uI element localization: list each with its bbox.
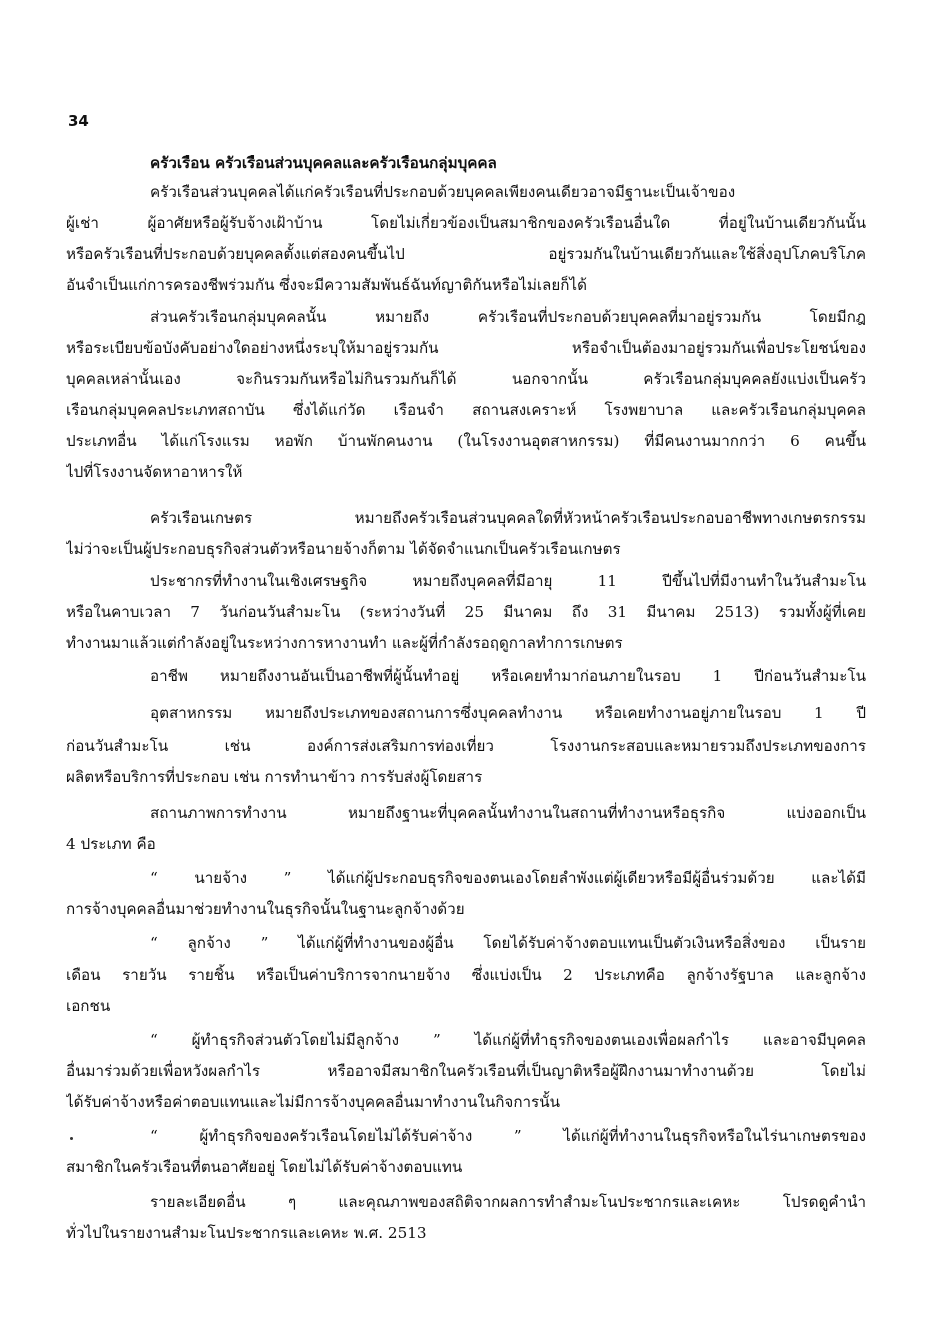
text-line: ไปที่โรงงานจัดหาอาหารให้ bbox=[66, 463, 243, 481]
page-number: 34 bbox=[68, 112, 89, 130]
text-line: สถานภาพการทำงาน หมายถึงฐานะที่บุคคลนั้นทำงานในสถานที่ทำงานหรือธุรกิจ แบ่งออกเป็น bbox=[150, 804, 866, 822]
text-line: หรือในคาบเวลา 7 วันก่อนวันสำมะโน (ระหว่างวันที่ 25 มีนาคม ถึง 31 มีนาคม 2513) รวมทั้งผู้ที่เคย bbox=[66, 603, 866, 621]
text-line: เรือนกลุ่มบุคคลประเภทสถาบัน ซึ่งได้แก่วัด เรือนจำ สถานสงเคราะห์ โรงพยาบาล และครัวเรือนกลุ่มบุคคล bbox=[66, 401, 866, 419]
text-line: อุตสาหกรรม หมายถึงประเภทของสถานการซึ่งบุคคลทำงาน หรือเคยทำงานอยู่ภายในรอบ 1 ปี bbox=[150, 704, 866, 722]
section-heading-household: ครัวเรือน ครัวเรือนส่วนบุคคลและครัวเรือนกลุ่มบุคคล bbox=[150, 154, 497, 172]
text-line: ทำงานมาแล้วแต่กำลังอยู่ในระหว่างการหางานทำ และผู้ที่กำลังรอฤดูกาลทำการเกษตร bbox=[66, 634, 623, 652]
text-line: บุคคลเหล่านั้นเอง จะกินรวมกันหรือไม่กินรวมกันก็ได้ นอกจากนั้น ครัวเรือนกลุ่มบุคคลยังแบ่งเป็นครัว bbox=[66, 370, 866, 388]
text-line: ประชากรที่ทำงานในเชิงเศรษฐกิจ หมายถึงบุคคลที่มีอายุ 11 ปีขึ้นไปที่มีงานทำในวันสำมะโน bbox=[150, 572, 866, 590]
text-line: “ ลูกจ้าง ” ได้แก่ผู้ที่ทำงานของผู้อื่น โดยได้รับค่าจ้างตอบแทนเป็นตัวเงินหรือสิ่งของ เป็นราย bbox=[150, 934, 866, 952]
text-line: เดือน รายวัน รายชิ้น หรือเป็นค่าบริการจากนายจ้าง ซึ่งแบ่งเป็น 2 ประเภทคือ ลูกจ้างรัฐบาล และลูกจ้าง bbox=[66, 966, 866, 984]
text-line: ก่อนวันสำมะโน เช่น องค์การส่งเสริมการท่องเที่ยว โรงงานกระสอบและหมายรวมถึงประเภทของการ bbox=[66, 737, 866, 755]
text-line: ได้รับค่าจ้างหรือค่าตอบแทนและไม่มีการจ้างบุคคลอื่นมาทำงานในกิจการนั้น bbox=[66, 1093, 560, 1111]
text-line: ผลิตหรือบริการที่ประกอบ เช่น การทำนาข้าว การรับส่งผู้โดยสาร bbox=[66, 768, 483, 786]
text-line: อันจำเป็นแก่การครองชีพร่วมกัน ซึ่งจะมีความสัมพันธ์ฉันท์ญาติกันหรือไม่เลยก็ได้ bbox=[66, 276, 587, 294]
text-line: การจ้างบุคคลอื่นมาช่วยทำงานในธุรกิจนั้นในฐานะลูกจ้างด้วย bbox=[66, 900, 465, 918]
text-line: หรือระเบียบข้อบังคับอย่างใดอย่างหนึ่งระบุให้มาอยู่รวมกัน หรือจำเป็นต้องมาอยู่รวมกันเพื่อประโยชน์ของ bbox=[66, 339, 866, 357]
text-line: ผู้เช่า ผู้อาศัยหรือผู้รับจ้างเฝ้าบ้าน โดยไม่เกี่ยวข้องเป็นสมาชิกของครัวเรือนอื่นใด ที่อยู่ในบ้านเดียวกันนั้น bbox=[66, 214, 866, 232]
text-line: ครัวเรือนส่วนบุคคลได้แก่ครัวเรือนที่ประกอบด้วยบุคคลเพียงคนเดียวอาจมีฐานะเป็นเจ้าของ bbox=[150, 183, 736, 201]
text-line: “ ผู้ทำธุรกิจส่วนตัวโดยไม่มีลูกจ้าง ” ได้แก่ผู้ที่ทำธุรกิจของตนเองเพื่อผลกำไร และอาจมีบุคคล bbox=[150, 1031, 866, 1049]
text-line: อาชีพ หมายถึงงานอันเป็นอาชีพที่ผู้นั้นทำอยู่ หรือเคยทำมาก่อนภายในรอบ 1 ปีก่อนวันสำมะโน bbox=[150, 667, 866, 685]
text-line: “ ผู้ทำธุรกิจของครัวเรือนโดยไม่ได้รับค่าจ้าง ” ได้แก่ผู้ที่ทำงานในธุรกิจหรือในไร่นาเกษตรของ bbox=[150, 1127, 866, 1145]
text-line: หรือครัวเรือนที่ประกอบด้วยบุคคลตั้งแต่สองคนขึ้นไป อยู่รวมกันในบ้านเดียวกันและใช้สิ่งอุปโภคบริโภค bbox=[66, 245, 866, 263]
text-line: 4 ประเภท คือ bbox=[66, 835, 156, 853]
text-line: สมาชิกในครัวเรือนที่ตนอาศัยอยู่ โดยไม่ได้รับค่าจ้างตอบแทน bbox=[66, 1158, 463, 1176]
text-line: ส่วนครัวเรือนกลุ่มบุคคลนั้น หมายถึง ครัวเรือนที่ประกอบด้วยบุคคลที่มาอยู่รวมกัน โดยมีกฎ bbox=[150, 308, 866, 326]
text-line: ไม่ว่าจะเป็นผู้ประกอบธุรกิจส่วนตัวหรือนายจ้างก็ตาม ได้จัดจำแนกเป็นครัวเรือนเกษตร bbox=[66, 540, 621, 558]
text-line: รายละเอียดอื่น ๆ และคุณภาพของสถิติจากผลการทำสำมะโนประชากรและเคหะ โปรดดูคำนำ bbox=[150, 1193, 866, 1211]
text-line: ประเภทอื่น ได้แก่โรงแรม หอพัก บ้านพักคนงาน (ในโรงงานอุตสาหกรรม) ที่มีคนงานมากกว่า 6 คนขึ้น bbox=[66, 432, 866, 450]
text-line: อื่นมาร่วมด้วยเพื่อหวังผลกำไร หรืออาจมีสมาชิกในครัวเรือนที่เป็นญาติหรือผู้ฝึกงานมาทำงานด้วย โดยไม่ bbox=[66, 1062, 866, 1080]
text-line: ครัวเรือนเกษตร หมายถึงครัวเรือนส่วนบุคคลใดที่หัวหน้าครัวเรือนประกอบอาชีพทางเกษตรกรรม bbox=[150, 509, 866, 527]
text-line: เอกชน bbox=[66, 997, 111, 1015]
text-line: “ นายจ้าง ” ได้แก่ผู้ประกอบธุรกิจของตนเองโดยลำพังแต่ผู้เดียวหรือมีผู้อื่นร่วมด้วย และได้มี bbox=[150, 869, 866, 887]
scan-speck bbox=[70, 1137, 73, 1140]
text-line: ทั่วไปในรายงานสำมะโนประชากรและเคหะ พ.ศ. 2513 bbox=[66, 1224, 427, 1242]
